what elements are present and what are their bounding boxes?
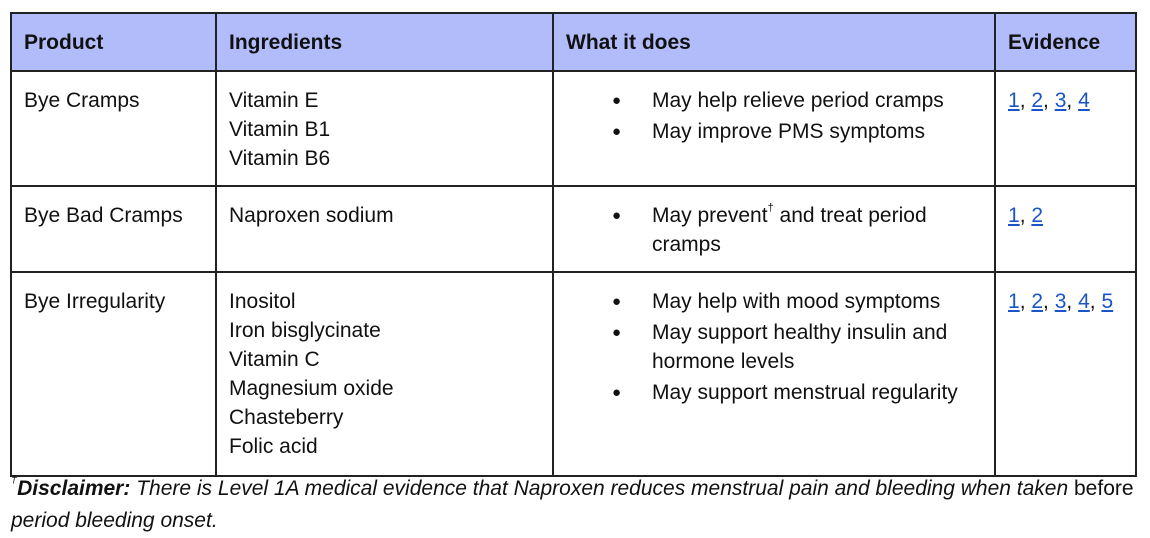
ingredients-cell xyxy=(216,186,553,272)
evidence-cell xyxy=(995,272,1136,476)
effects-cell xyxy=(553,186,995,272)
evidence-separator: , xyxy=(1019,290,1032,313)
evidence-link-4[interactable]: 4 xyxy=(1078,290,1090,313)
effects-list xyxy=(566,201,982,259)
dagger-mark: † xyxy=(11,474,18,486)
evidence-link-2[interactable]: 2 xyxy=(1031,290,1044,313)
ingredient: Vitamin C xyxy=(229,348,320,371)
product-name: Bye Cramps xyxy=(11,71,216,186)
table-row xyxy=(11,186,1136,272)
effect-item xyxy=(612,86,982,115)
evidence-link-1[interactable]: 1 xyxy=(1008,89,1020,112)
effects-cell xyxy=(553,71,995,186)
product-name: Bye Irregularity xyxy=(11,272,216,476)
ingredients-cell xyxy=(216,272,553,476)
disclaimer xyxy=(11,473,1136,537)
ingredient: Vitamin B1 xyxy=(229,118,331,141)
evidence-link-3[interactable]: 3 xyxy=(1054,89,1067,112)
ingredient: Iron bisglycinate xyxy=(229,319,381,342)
supplement-table xyxy=(10,12,1137,477)
evidence-separator: , xyxy=(1066,89,1079,112)
effect-item xyxy=(612,201,982,259)
table-row xyxy=(11,71,1136,186)
evidence-separator: , xyxy=(1089,290,1102,313)
evidence-link-1[interactable]: 1 xyxy=(1008,204,1020,227)
evidence-separator: , xyxy=(1019,89,1032,112)
effect-text-start: May prevent xyxy=(652,204,768,227)
effect-text-end: and treat period cramps xyxy=(652,204,927,256)
evidence-separator: , xyxy=(1066,290,1079,313)
bullet-icon: ● xyxy=(612,384,622,401)
bullet-icon: ● xyxy=(612,123,622,140)
disclaimer-text: There is Level 1A medical evidence that Naproxen reduces menstrual pain and bleeding when taken xyxy=(130,477,1074,500)
ingredient: Chasteberry xyxy=(229,406,344,429)
evidence-link-2[interactable]: 2 xyxy=(1031,204,1044,227)
disclaimer-emphasis: before xyxy=(1074,477,1134,500)
ingredient: Naproxen sodium xyxy=(229,204,394,227)
effect-item xyxy=(612,287,982,316)
evidence-cell xyxy=(995,71,1136,186)
evidence-separator: , xyxy=(1043,290,1055,313)
ingredient: Folic acid xyxy=(229,435,318,458)
ingredient: Vitamin B6 xyxy=(229,147,331,170)
bullet-icon: ● xyxy=(612,324,622,341)
effects-list xyxy=(566,287,982,407)
effects-list xyxy=(566,86,982,146)
evidence-link-2[interactable]: 2 xyxy=(1031,89,1044,112)
table-row xyxy=(11,272,1136,476)
ingredients-cell xyxy=(216,71,553,186)
bullet-icon: ● xyxy=(612,92,622,109)
evidence-separator: , xyxy=(1043,89,1055,112)
evidence-separator: , xyxy=(1019,204,1032,227)
effects-cell xyxy=(553,272,995,476)
evidence-link-3[interactable]: 3 xyxy=(1054,290,1067,313)
ingredient: Vitamin E xyxy=(229,89,319,112)
effect-text: May help relieve period cramps xyxy=(652,89,944,112)
effect-text: May help with mood symptoms xyxy=(652,290,941,313)
header-evidence: Evidence xyxy=(995,13,1136,71)
evidence-link-1[interactable]: 1 xyxy=(1008,290,1020,313)
bullet-icon: ● xyxy=(612,207,622,224)
evidence-cell xyxy=(995,186,1136,272)
ingredient: Inositol xyxy=(229,290,296,313)
header-product: Product xyxy=(11,13,216,71)
effect-item xyxy=(612,318,982,376)
dagger-mark: † xyxy=(767,202,774,214)
evidence-link-4[interactable]: 4 xyxy=(1078,89,1090,112)
effect-item xyxy=(612,378,982,407)
effect-text: May support healthy insulin and hormone levels xyxy=(652,321,948,373)
effect-text: May support menstrual regularity xyxy=(652,381,958,404)
disclaimer-text-end: period bleeding onset. xyxy=(11,509,218,532)
header-ingredients: Ingredients xyxy=(216,13,553,71)
ingredient: Magnesium oxide xyxy=(229,377,394,400)
disclaimer-label: Disclaimer: xyxy=(17,477,131,500)
effect-text: May improve PMS symptoms xyxy=(652,120,926,143)
bullet-icon: ● xyxy=(612,293,622,310)
evidence-link-5[interactable]: 5 xyxy=(1101,290,1114,313)
effect-item xyxy=(612,117,982,146)
table-header-row xyxy=(11,13,1136,71)
product-name: Bye Bad Cramps xyxy=(11,186,216,272)
header-what-it-does: What it does xyxy=(553,13,995,71)
